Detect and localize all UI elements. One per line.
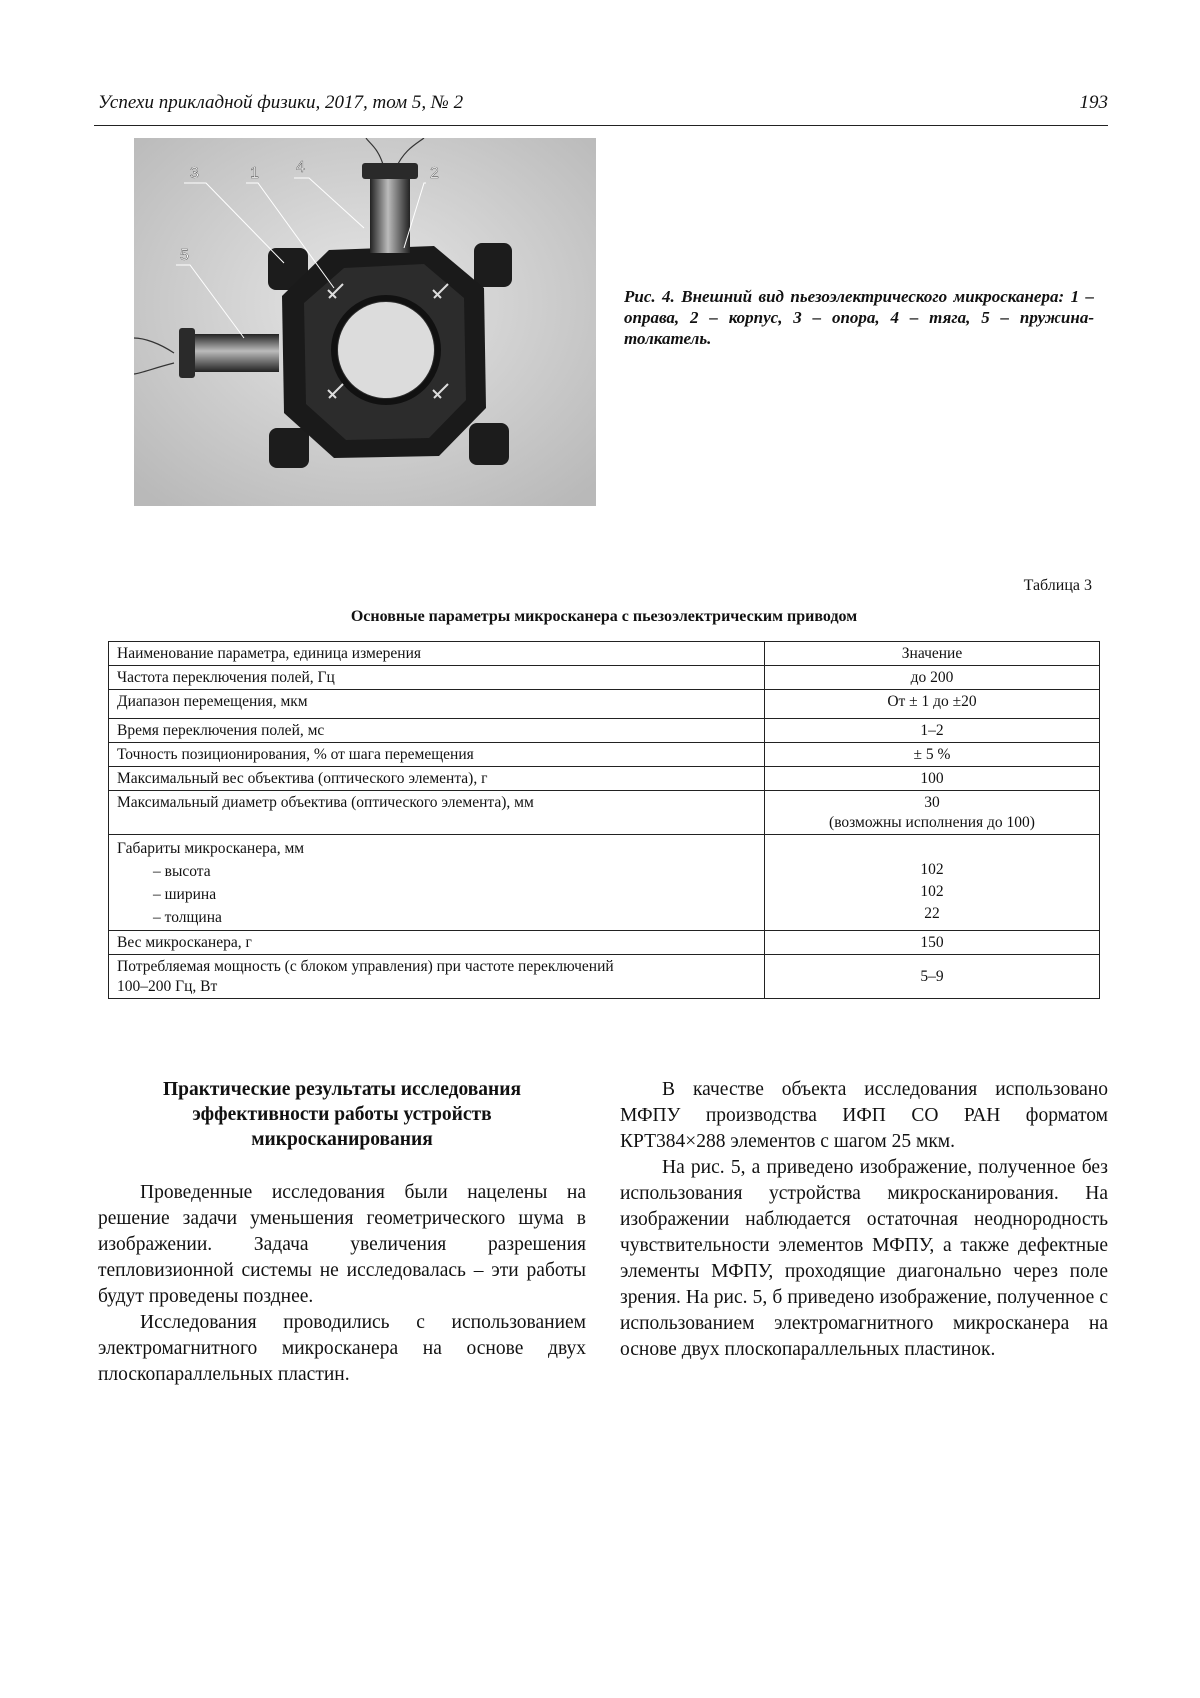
right-column bbox=[620, 1077, 1108, 1363]
param-value: 1–2 bbox=[765, 719, 1100, 743]
param-name bbox=[109, 835, 765, 931]
param-name: Максимальный вес объектива (оптического элемента), г bbox=[109, 767, 765, 791]
dimension-width-value: 102 bbox=[920, 883, 944, 900]
param-name: Диапазон перемещения, мкм bbox=[109, 690, 765, 719]
dimension-width: – ширина bbox=[153, 886, 217, 903]
table-row bbox=[109, 743, 1100, 767]
dimension-height: – высота bbox=[153, 863, 211, 880]
photo-label-1: 1 bbox=[250, 165, 259, 182]
dimension-thickness: – толщина bbox=[153, 909, 222, 926]
section-heading bbox=[98, 1077, 586, 1152]
table-row bbox=[109, 719, 1100, 743]
paragraph: В качестве объекта исследования использовано МФПУ производства ИФП СО РАН форматом КРТ384×288 элементов с шагом 25 мкм. bbox=[620, 1079, 1108, 1152]
param-value bbox=[765, 791, 1100, 835]
left-column bbox=[98, 1077, 586, 1388]
photo-label-2: 2 bbox=[430, 165, 439, 182]
table-row bbox=[109, 931, 1100, 955]
table-header-value: Значение bbox=[765, 642, 1100, 666]
table-row bbox=[109, 791, 1100, 835]
table-row bbox=[109, 955, 1100, 999]
param-value: ± 5 % bbox=[765, 743, 1100, 767]
photo-label-3: 3 bbox=[190, 165, 199, 182]
table-row bbox=[109, 835, 1100, 931]
table-row bbox=[109, 767, 1100, 791]
table-row bbox=[109, 666, 1100, 690]
paragraph: На рис. 5, а приведено изображение, полученное без использования устройства микросканирования. На изображении наблюдается остаточная неоднородность чувствительности элементов МФПУ, а также дефектные элементы МФПУ, проходящие диагонально через поле зрения. На рис. 5, б приведено изображение, полученное с использованием электромагнитного микросканера на основе двух плоскопараллельных пластинок. bbox=[620, 1157, 1108, 1360]
param-name: Частота переключения полей, Гц bbox=[109, 666, 765, 690]
power-name-line1: Потребляемая мощность (с блоком управления) при частоте переключений bbox=[117, 958, 614, 975]
param-value: 5–9 bbox=[765, 955, 1100, 999]
parameters-table bbox=[108, 641, 1100, 999]
section-heading-line: микросканирования bbox=[251, 1129, 433, 1150]
param-name: Вес микросканера, г bbox=[109, 931, 765, 955]
table-header-row bbox=[109, 642, 1100, 666]
dimension-thickness-value: 22 bbox=[924, 905, 940, 922]
photo-label-4: 4 bbox=[296, 159, 305, 176]
microscanner-photo bbox=[134, 138, 596, 506]
dimensions-title: Габариты микросканера, мм bbox=[117, 840, 305, 857]
param-value: 100 bbox=[765, 767, 1100, 791]
param-value bbox=[765, 835, 1100, 931]
diameter-note: (возможны исполнения до 100) bbox=[829, 814, 1035, 831]
diameter-value: 30 bbox=[924, 794, 940, 811]
param-value: до 200 bbox=[765, 666, 1100, 690]
dimension-height-value: 102 bbox=[920, 861, 944, 878]
table-title: Основные параметры микросканера с пьезоэлектрическим приводом bbox=[350, 608, 858, 625]
table-row bbox=[109, 690, 1100, 719]
section-heading-line: Практические результаты исследования bbox=[162, 1079, 522, 1100]
param-name bbox=[109, 955, 765, 999]
param-name: Максимальный диаметр объектива (оптического элемента), мм bbox=[109, 791, 765, 835]
power-name-line2: 100–200 Гц, Вт bbox=[117, 978, 218, 995]
param-name: Точность позиционирования, % от шага перемещения bbox=[109, 743, 765, 767]
header-rule bbox=[94, 125, 1108, 126]
journal-header: Успехи прикладной физики, 2017, том 5, № 2 bbox=[98, 92, 464, 113]
param-value: 150 bbox=[765, 931, 1100, 955]
figure-caption: Рис. 4. Внешний вид пьезоэлектрического микросканера: 1 – оправа, 2 – корпус, 3 – опора, 4 – тяга, 5 – пружина-толкатель. bbox=[624, 287, 1094, 348]
param-name: Время переключения полей, мс bbox=[109, 719, 765, 743]
page-number: 193 bbox=[1079, 92, 1108, 113]
section-heading-line: эффективности работы устройств bbox=[192, 1104, 492, 1125]
table-header-param: Наименование параметра, единица измерения bbox=[109, 642, 765, 666]
table-label: Таблица 3 bbox=[1023, 577, 1092, 594]
photo-label-5: 5 bbox=[180, 247, 189, 264]
paragraph: Исследования проводились с использованием электромагнитного микросканера на основе двух плоскопараллельных пластин. bbox=[98, 1312, 586, 1385]
param-value: От ± 1 до ±20 bbox=[765, 690, 1100, 719]
paragraph: Проведенные исследования были нацелены на решение задачи уменьшения геометрического шума в изображении. Задача увеличения разрешения тепловизионной системы не исследовалась – эти работы будут проведены позднее. bbox=[98, 1182, 586, 1307]
